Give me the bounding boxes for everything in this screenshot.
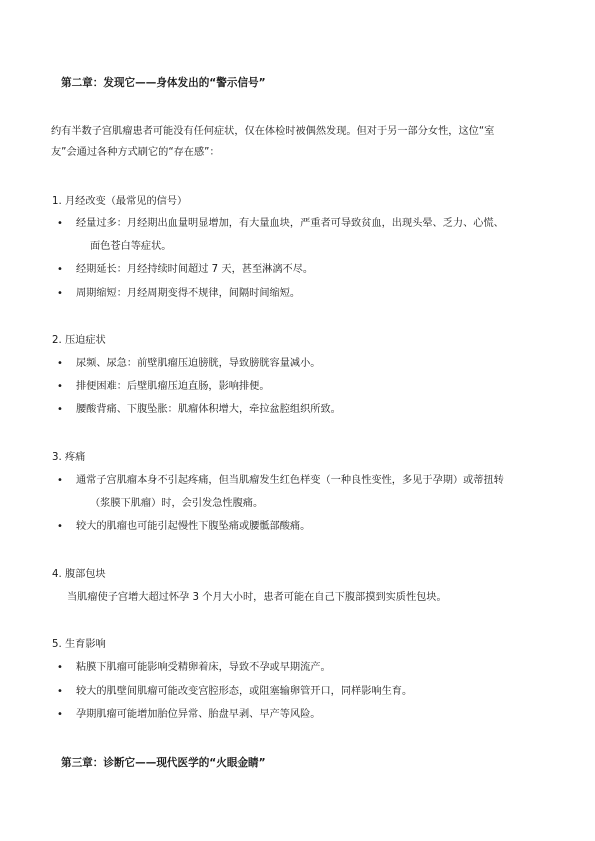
section-3-heading: 3. 疼痛 (52, 452, 86, 463)
list-item-continuation: 面色苍白等症状。 (90, 241, 172, 252)
bullet-marker: • (57, 358, 63, 369)
list-item: 经期延长：月经持续时间超过 7 天，甚至淋漓不尽。 (76, 264, 314, 275)
list-item: 排便困难：后壁肌瘤压迫直肠，影响排便。 (76, 381, 270, 392)
list-item-continuation: （浆膜下肌瘤）时，会引发急性腹痛。 (90, 498, 264, 509)
chapter2-title: 第二章：发现它——身体发出的“警示信号” (61, 77, 266, 89)
intro-line-2: 友”会通过各种方式刷它的“存在感”： (51, 147, 220, 158)
list-item: 经量过多：月经期出血量明显增加，有大量血块，严重者可导致贫血，出现头晕、乏力、心慌、 (76, 218, 504, 229)
section-1-heading: 1. 月经改变（最常见的信号） (52, 196, 188, 207)
list-item: 通常子宫肌瘤本身不引起疼痛，但当肌瘤发生红色样变（一种良性变性，多见于孕期）或蒂扭转 (76, 475, 504, 486)
bullet-marker: • (57, 686, 63, 697)
bullet-marker: • (57, 521, 63, 532)
list-item: 较大的肌瘤也可能引起慢性下腹坠痛或腰骶部酸痛。 (76, 521, 311, 532)
bullet-marker: • (57, 662, 63, 673)
intro-line-1: 约有半数子宫肌瘤患者可能没有任何症状，仅在体检时被偶然发现。但对于另一部分女性，这位“室 (51, 126, 495, 137)
bullet-marker: • (57, 404, 63, 415)
list-item: 孕期肌瘤可能增加胎位异常、胎盘早剥、早产等风险。 (76, 709, 321, 720)
bullet-marker: • (57, 218, 63, 229)
bullet-marker: • (57, 709, 63, 720)
section-2-heading: 2. 压迫症状 (52, 335, 106, 346)
bullet-marker: • (57, 381, 63, 392)
section-4-text: 当肌瘤使子宫增大超过怀孕 3 个月大小时，患者可能在自己下腹部摸到实质性包块。 (67, 592, 447, 603)
section-4-heading: 4. 腹部包块 (52, 569, 106, 580)
chapter3-title: 第三章：诊断它——现代医学的“火眼金睛” (61, 757, 266, 769)
bullet-marker: • (57, 475, 63, 486)
section-5-heading: 5. 生育影响 (52, 639, 106, 650)
list-item: 腰酸背痛、下腹坠胀：肌瘤体积增大，牵拉盆腔组织所致。 (76, 404, 341, 415)
list-item: 较大的肌壁间肌瘤可能改变宫腔形态，或阻塞输卵管开口，同样影响生育。 (76, 686, 413, 697)
list-item: 尿频、尿急：前壁肌瘤压迫膀胱，导致膀胱容量减小。 (76, 358, 321, 369)
bullet-marker: • (57, 288, 63, 299)
list-item: 周期缩短：月经周期变得不规律，间隔时间缩短。 (76, 288, 301, 299)
bullet-marker: • (57, 264, 63, 275)
list-item: 粘膜下肌瘤可能影响受精卵着床，导致不孕或早期流产。 (76, 662, 331, 673)
